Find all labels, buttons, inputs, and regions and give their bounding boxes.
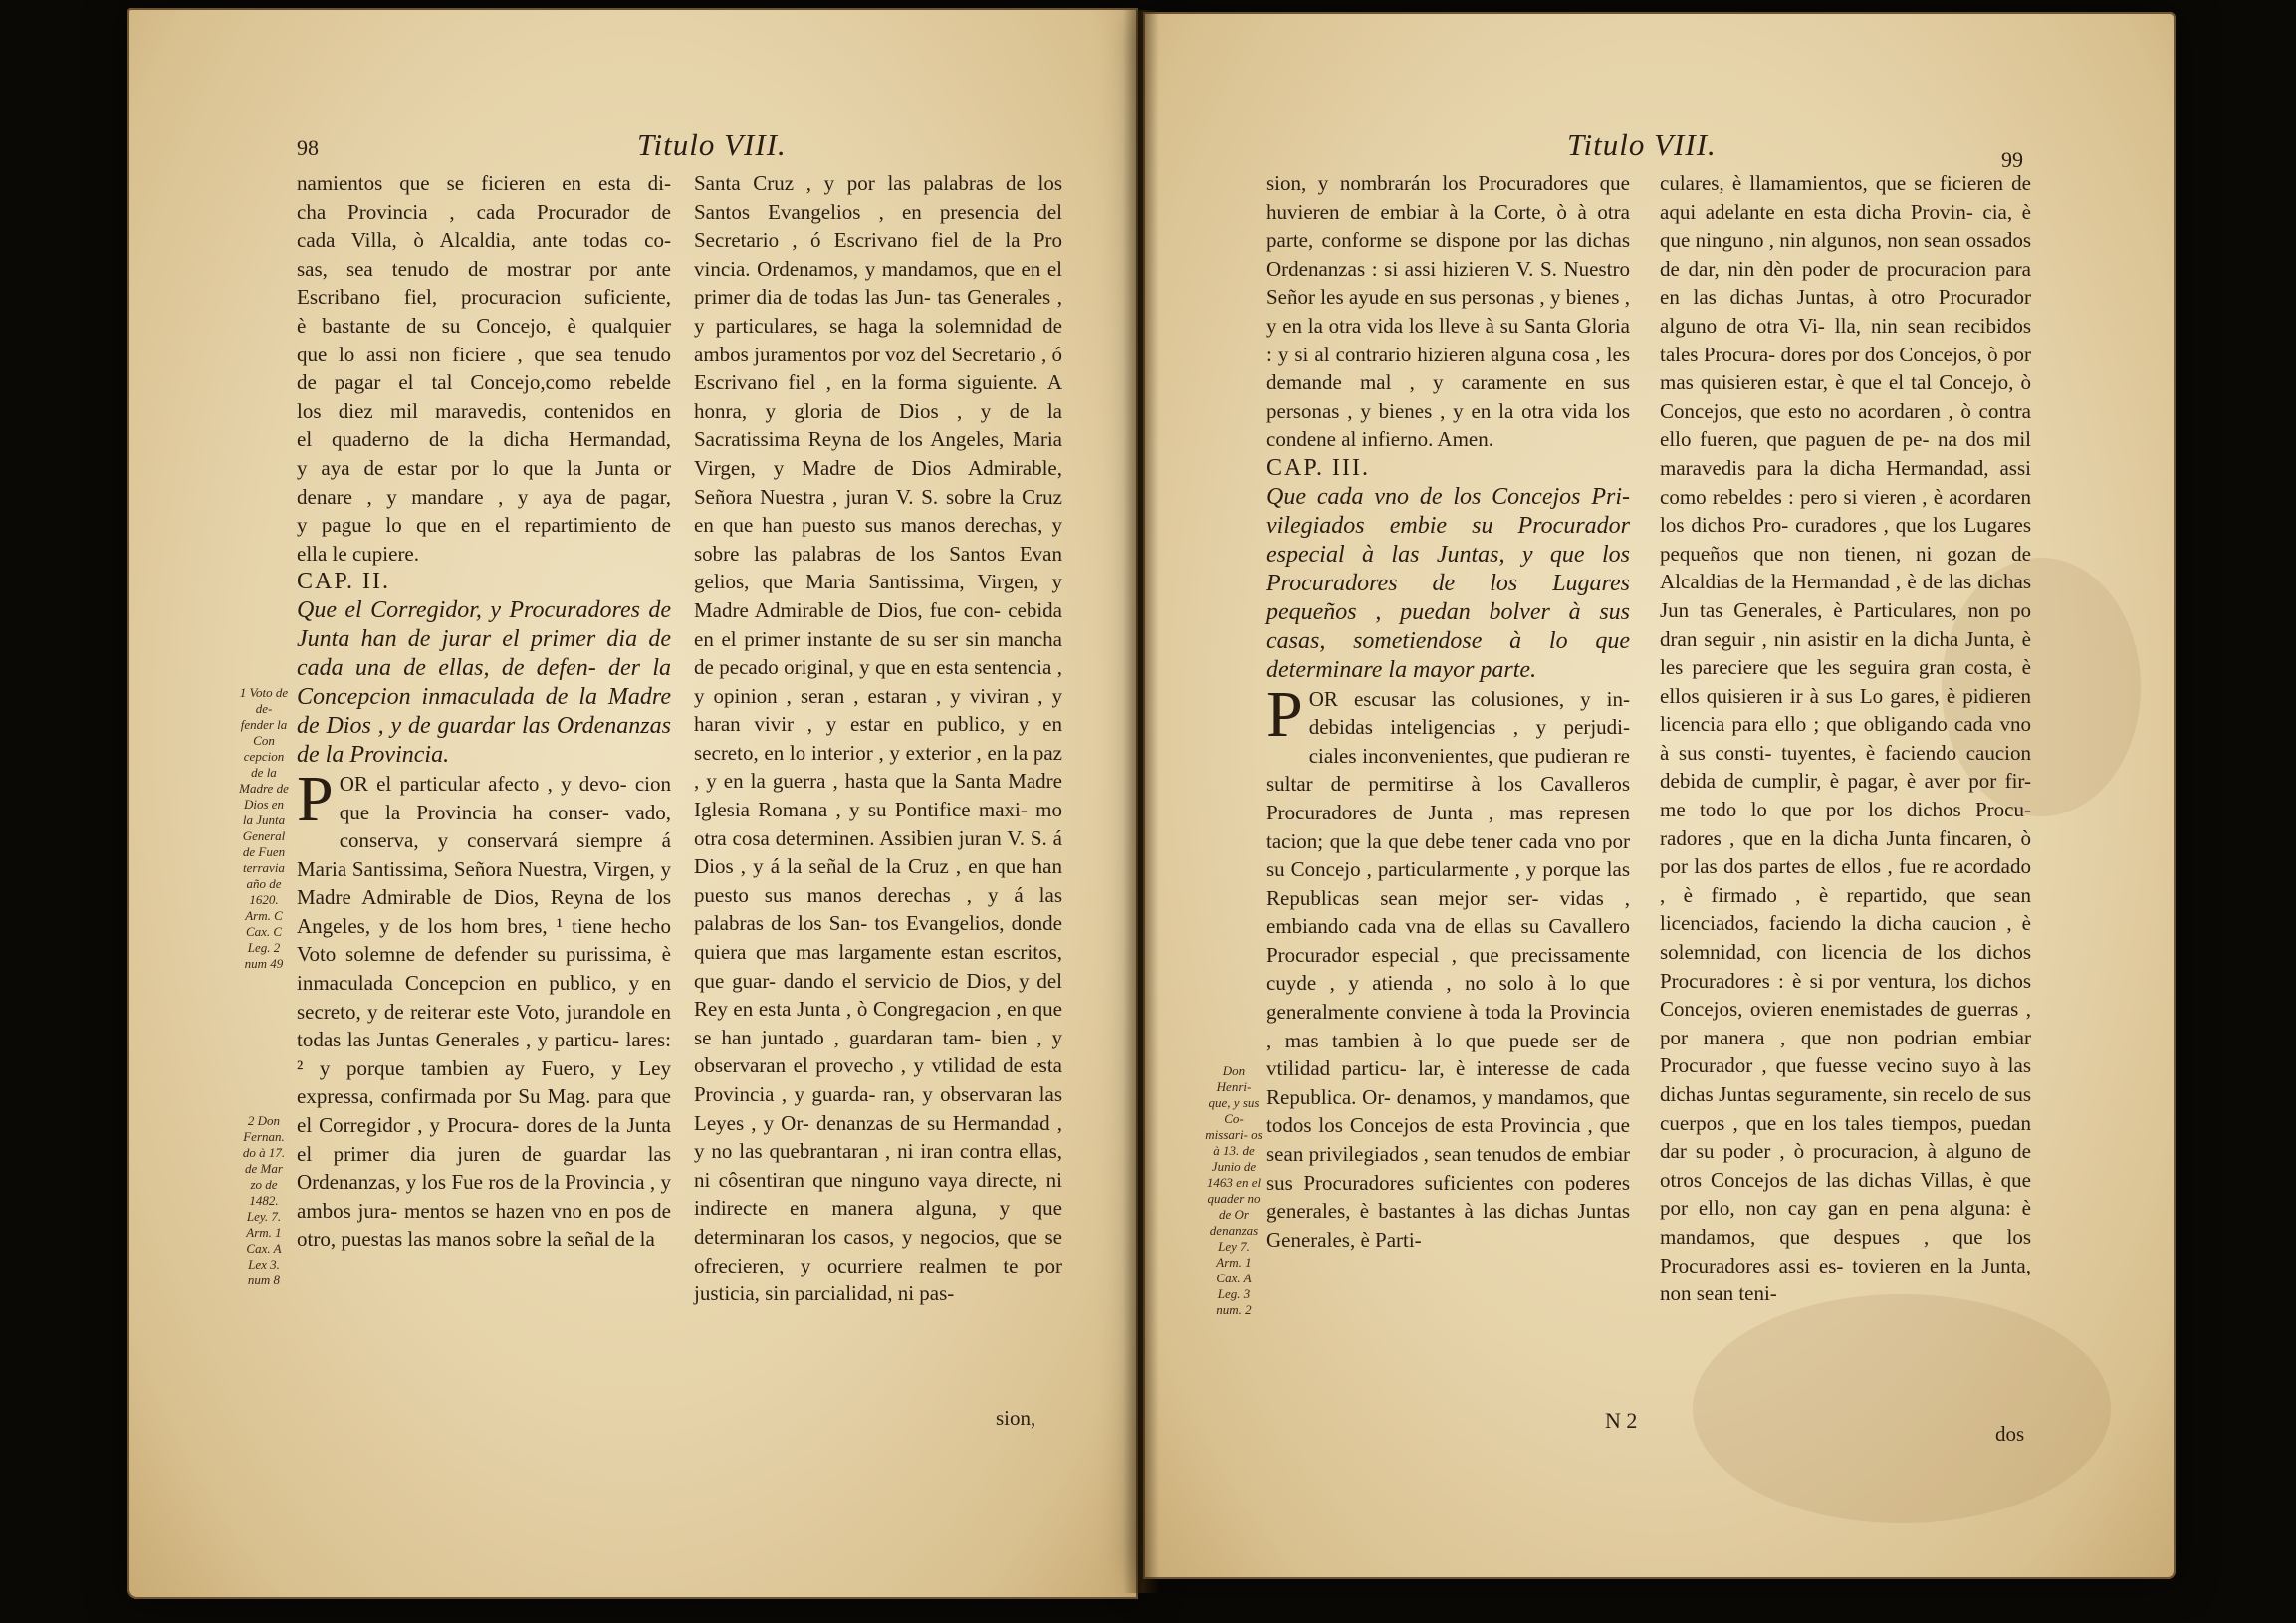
left-column-2 (694, 169, 1062, 1308)
margin-note-right: Don Henri- que, y sus Co- missari- os à 13. de Junio de 1463 en el quader no de Or denanzas Ley 7. Arm. 1 Cax. A Leg. 3 num. 2 (1205, 1063, 1263, 1317)
body-text: OR escusar las colusiones, y in- debidas inteligencias , y perjudi- ciales inconvenientes, que pudieran re sultar de permitirse à los Cavalleros Procuradores de Junta , mas represen tacion; que la que debe tener cada vno por su Concejo , particularmente , y porque las Republicas sean mejor ser- vidas , embiando cada vna de ellas su Cavallero Procurador especial , que precissamente cuyde , y atienda , no solo à lo que generalmente conviene à toda la Provincia , mas tambien à lo que puede ser de vtilidad particu- lar, è interesse de cada Republica. Or- denamos, y mandamos, que todos los Concejos de esta Provincia , que sean privilegiados , sean tenudos de embiar sus Procuradores suficientes con poderes generales, è bastantes à las dichas Juntas Generales, è Parti- (1266, 686, 1630, 1252)
text-line: y aya de estar por lo que la Junta or (297, 455, 671, 480)
body-text: sion, y nombrarán los Procuradores que huvieren de embiar à la Corte, ò à otra parte, conforme se dispone por las dichas Ordenanzas : si assi hizieren V. S. Nuestro Señor les ayude en sus personas , y bienes , y en la otra vida los lleve à su Santa Gloria : y si al contrario hizieren alguna cosa , les demande mal , y caramente en sus personas , y bienes , y en la otra vida los condene al infierno. Amen. (1266, 171, 1630, 452)
running-head-right: Titulo VIII. (1567, 127, 1717, 162)
body-text: OR el particular afecto , y devo- cion que la Provincia ha conser- vado, conserva, y conservará siempre á Maria Santissima, Señora Nuestra, Virgen, y Madre Admirable de Dios, Reyna de los Angeles, y de los hom bres, ¹ tiene hecho Voto solemne de defender su purissima, è inmaculada Concepcion en publico, y en secreto, y de reiterar este Voto, jurandole en todas las Juntas Generales , y particu- lares: ² y porque tambien ay Fuero, y Ley expressa, confirmada por Su Mag. para que el Corregidor , y Procura- dores de la Junta el primer dia juren de guardar las Ordenanzas, y los Fue ros de la Provincia , y ambos jura- mentos se hazen vno en pos de otro, puestas las manos sobre la señal de la (297, 771, 671, 1252)
chapter-subtitle: Que cada vno de los Concejos Pri- vilegiados embie su Procurador especial à las Juntas, y que los Procuradores de los Lugares pequeños , puedan bolver à sus casas, sometiendose à lo que determinare la mayor parte. (1266, 483, 1630, 683)
text-line: denare , y mandare , y aya de pagar, (297, 484, 671, 509)
text-line: Escribano fiel, procuracion suficiente, (297, 285, 671, 310)
chapter-heading: CAP. III. (1266, 454, 1371, 481)
chapter-subtitle: Que el Corregidor, y Procuradores de Junta han de jurar el primer dia de cada una de ellas, de defen- der la Concepcion inmaculada de la Madre de Dios , y de guardar las Ordenanzas de la Provincia. (297, 596, 671, 768)
body-text: Santa Cruz , y por las palabras de los Santos Evangelios , en presencia del Secretario , ó Escrivano fiel de la Pro vincia. Ordenamos, y mandamos, que en el primer dia de todas las Jun- tas Generales , y particulares, se haga la solemnidad de ambos juramentos por voz del Secretario , ó Escrivano fiel , en la forma siguiente. A honra, y gloria de Dios , y de la Sacratissima Reyna de los Angeles, Maria Virgen, y Madre de Dios Admirable, Señora Nuestra , juran V. S. sobre la Cruz en que han puesto sus manos derechas, y sobre las palabras de los Santos Evan gelios, que Maria Santissima, Virgen, y Madre Admirable de Dios, fue con- cebida en el primer instante de su ser sin mancha de pecado original, y que en esta sentencia , y opinion , seran , estaran , y viviran , y haran vivir , y estar en publico, y en secreto, en lo interior , y exterior , en la paz , y en la guerra , hasta que la Santa Madre Iglesia Romana , y su Pontifice maxi- mo otra cosa determinen. Assibien juran V. S. á Dios , y á la señal de la Cruz , en que han puesto sus manos derechas , y á las palabras de los San- tos Evangelios, donde quiera que mas largamente estan escritos, que guar- dando el servicio de Dios, y del Rey en esta Junta , ò Congregacion , en que se han juntado , guardaran tam- bien , y observaran el provecho , y vtilidad de esta Provincia , y guarda- ran, y observaran las Leyes , y Or- denanzas de su Hermandad , y no las quebrantaran , ni iran contra ellas, ni côsentiran que ninguno vaya directe, ni indirecte en manera alguna, y que determinaran los casos, y negocios, que se ofrecieren, y ocurriere realmen te por justicia, sin parcialidad, ni pas- (694, 171, 1062, 1306)
book-gutter (1123, 10, 1159, 1593)
page-number-left: 98 (297, 135, 319, 160)
text-line: de pagar el tal Concejo,como rebelde (297, 370, 671, 395)
left-col1-top (297, 169, 671, 568)
chapter-heading: CAP. II. (297, 569, 391, 595)
text-line: cha Provincia , cada Procurador de (297, 199, 671, 224)
text-line: sas, sea tenudo de mostrar por ante (297, 256, 671, 281)
text-line: los diez mil maravedis, contenidos en (297, 398, 671, 423)
chapter-body (297, 762, 671, 1254)
body-text: culares, è llamamientos, que se ficieren de aqui adelante en esta dicha Provin- cia, è que ninguno , nin algunos, non sean ossados de dar, nin dèn poder de procuracion para en las dichas Juntas, à otro Procurador alguno de otra Vi- lla, nin sean recibidos tales Procura- dores por dos Concejos, ò por mas quisieren estar, è que el tal Concejo, ò Concejos, que esto no acordaren , ò contra ello fueren, que paguen de pe- na dos mil maravedis para la dicha Hermandad, assi como rebeldes : pero si vieren , è acordaren los dichos Pro- curadores , que los Lugares pequeños que non tienen, ni gozan de Alcaldias de la Hermandad , è de las dichas Jun tas Generales, è Particulares, non po dran seguir , nin asistir en la dicha Junta, è les pareciere que les seguira gran costa, è ellos quisieren ir à sus Lo gares, è pidieren licencia para ello ; que obligando cada vno à sus consti- tuyentes, è faciendo caucion debida de cumplir, è pagar, è aver por fir- me todo lo que por los dichos Procu- radores , que en la dicha Junta fincaren, ò por las dos partes de ellos , fue re acordado , è firmado , è repartido, que sean licenciados, faciendo la dicha caucion , è solemnidad, con licencia de los dichos Procuradores : è si por ventura, los dichos Concejos, ovieren enemistades de guerras , por manera , que non podrian embiar Procurador , que fuesse vecino suyo à las dichas Juntas seguramente, sin recelo de sus cuerpos , que en los tales tiempos, puedan dar su poder , ò procuracion, à alguno de otros Concejos de las dichas Villas, è que por ello, non cay gan en pena alguna: è mandamos, que despues , que los Procuradores assi es- tovieren en la Junta, non sean teni- (1660, 171, 2031, 1306)
page-number-right: 99 (2001, 147, 2023, 172)
text-line: namientos que se ficieren en esta di- (297, 171, 671, 195)
drop-cap: P (297, 762, 334, 835)
drop-cap: P (1266, 677, 1303, 751)
margin-note-1: 1 Voto de de- fender la Con cepcion de la Madre de Dios en la Junta General de Fuen terravia año de 1620. Arm. C Cax. C Leg. 2 num 49 (239, 685, 289, 971)
left-column-1 (297, 169, 671, 1254)
running-head-left: Titulo VIII. (637, 127, 787, 162)
right-column-2 (1660, 169, 2031, 1308)
text-line: que lo assi non ficiere , que sea tenudo (297, 342, 671, 366)
text-line: y pague lo que en el repartimiento de (297, 513, 671, 538)
chapter-body (1266, 677, 1630, 1255)
margin-note-2: 2 Don Fernan. do à 17. de Mar zo de 1482. Ley. 7. Arm. 1 Cax. A Lex 3. num 8 (242, 1113, 286, 1287)
catchword-left: sion, (996, 1406, 1036, 1430)
catchword-right: dos (1995, 1422, 2025, 1446)
right-column-1 (1266, 169, 1630, 1254)
text-line: è bastante de su Concejo, è qualquier (297, 313, 671, 338)
signature-mark: N 2 (1605, 1408, 1638, 1433)
text-line: cada Villa, ò Alcaldia, ante todas co- (297, 228, 671, 253)
text-line: el quaderno de la dicha Hermandad, (297, 427, 671, 452)
text-line: ella le cupiere. (297, 541, 420, 566)
